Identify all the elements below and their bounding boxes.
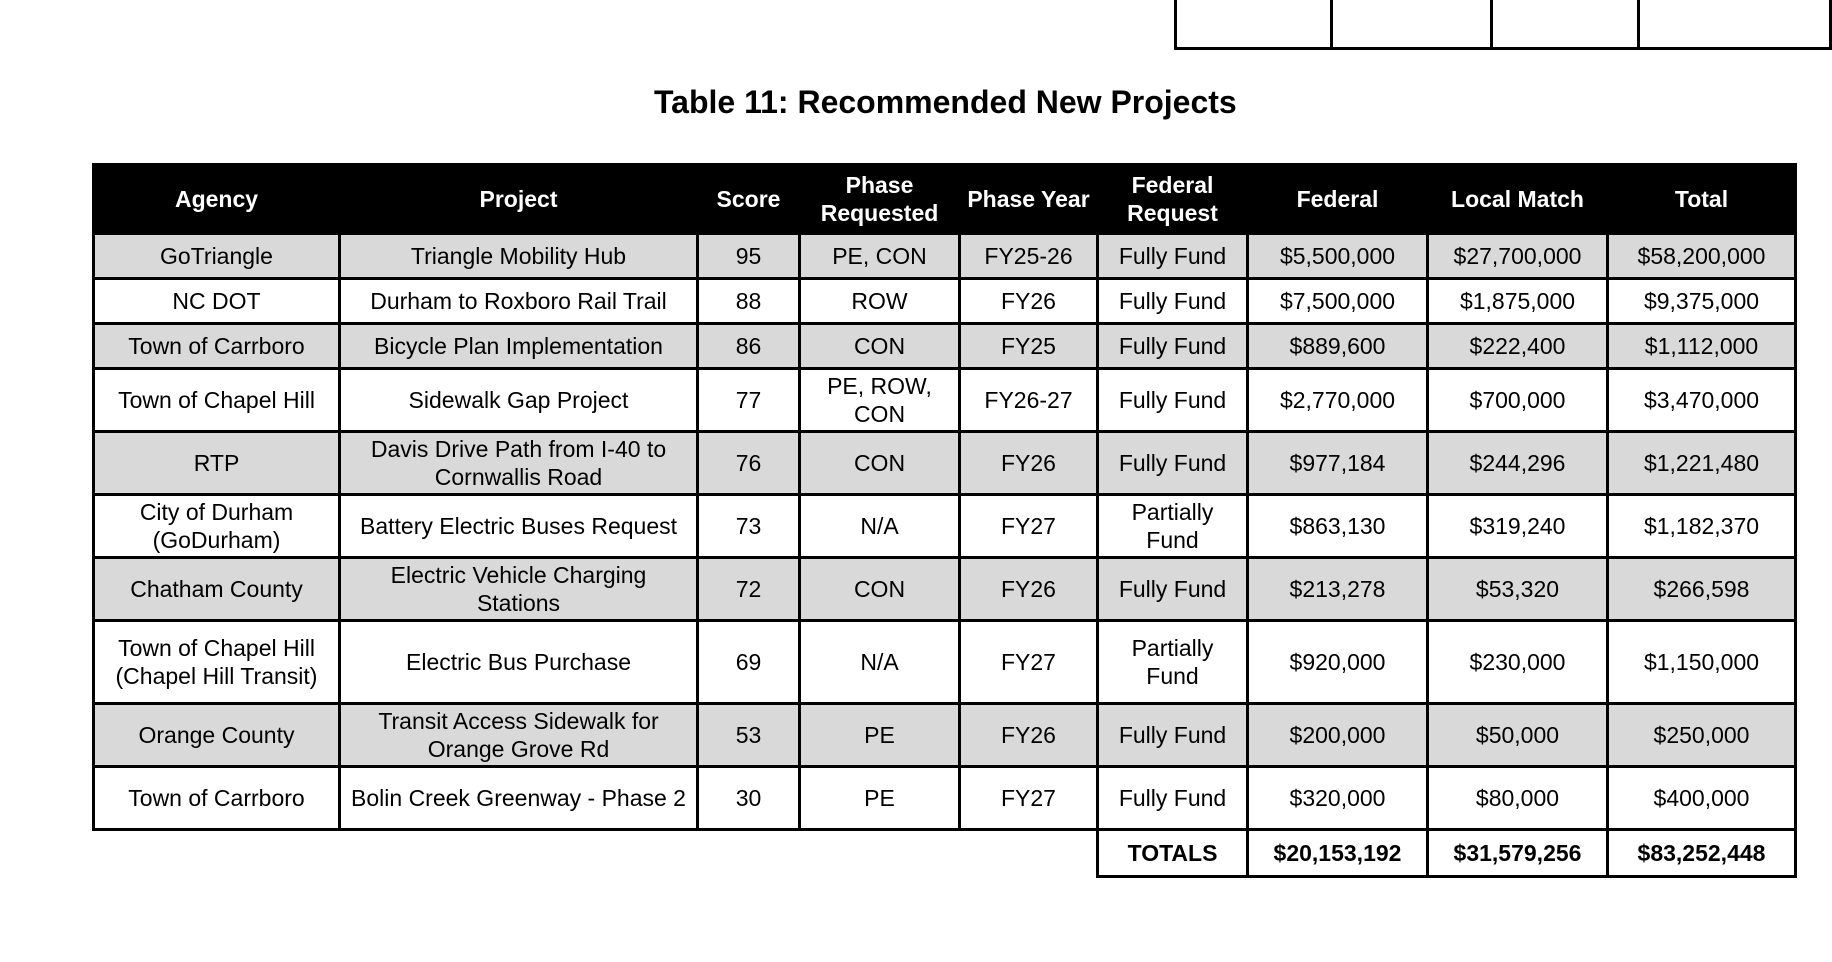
cell-federal: $213,278 bbox=[1248, 558, 1428, 621]
cell-agency: Chatham County bbox=[94, 558, 340, 621]
table-caption-text: Table 11: Recommended New Projects bbox=[654, 84, 1237, 120]
cell-score: 76 bbox=[698, 432, 800, 495]
cell-total: $266,598 bbox=[1608, 558, 1796, 621]
cell-agency: Town of Carrboro bbox=[94, 324, 340, 369]
cell-project: Sidewalk Gap Project bbox=[340, 369, 698, 432]
header-agency: Agency bbox=[94, 165, 340, 234]
cell-score: 95 bbox=[698, 234, 800, 279]
cell-federal: $889,600 bbox=[1248, 324, 1428, 369]
cell-agency: NC DOT bbox=[94, 279, 340, 324]
header-project: Project bbox=[340, 165, 698, 234]
header-phase-requested: Phase Requested bbox=[800, 165, 960, 234]
table-row bbox=[94, 558, 1796, 621]
cell-project: Davis Drive Path from I-40 to Cornwallis Road bbox=[340, 432, 698, 495]
totals-total: $83,252,448 bbox=[1608, 830, 1796, 877]
table-row bbox=[94, 432, 1796, 495]
table-row bbox=[94, 621, 1796, 704]
cell-request: Fully Fund bbox=[1098, 324, 1248, 369]
cell-total: $1,112,000 bbox=[1608, 324, 1796, 369]
cell-total: $58,200,000 bbox=[1608, 234, 1796, 279]
cell-year: FY27 bbox=[960, 767, 1098, 830]
cell-score: 53 bbox=[698, 704, 800, 767]
cell-local: $1,875,000 bbox=[1428, 279, 1608, 324]
cell-local: $244,296 bbox=[1428, 432, 1608, 495]
cell-total: $9,375,000 bbox=[1608, 279, 1796, 324]
cell-local: $50,000 bbox=[1428, 704, 1608, 767]
cell-agency: Town of Chapel Hill bbox=[94, 369, 340, 432]
previous-table-row bbox=[1176, 0, 1831, 49]
cell-local: $27,700,000 bbox=[1428, 234, 1608, 279]
cell-score: 69 bbox=[698, 621, 800, 704]
totals-label: TOTALS bbox=[1098, 830, 1248, 877]
cell-federal: $2,770,000 bbox=[1248, 369, 1428, 432]
previous-table-cell bbox=[1332, 0, 1492, 49]
cell-request: Fully Fund bbox=[1098, 234, 1248, 279]
cell-score: 88 bbox=[698, 279, 800, 324]
cell-federal: $200,000 bbox=[1248, 704, 1428, 767]
table-row bbox=[94, 369, 1796, 432]
table-row bbox=[94, 767, 1796, 830]
cell-agency: RTP bbox=[94, 432, 340, 495]
cell-local: $80,000 bbox=[1428, 767, 1608, 830]
header-local-match: Local Match bbox=[1428, 165, 1608, 234]
cell-project: Triangle Mobility Hub bbox=[340, 234, 698, 279]
cell-project: Electric Vehicle Charging Stations bbox=[340, 558, 698, 621]
totals-row bbox=[94, 830, 1796, 877]
cell-phase: PE, ROW, CON bbox=[800, 369, 960, 432]
cell-agency: Town of Chapel Hill (Chapel Hill Transit) bbox=[94, 621, 340, 704]
cell-agency: GoTriangle bbox=[94, 234, 340, 279]
cell-year: FY26-27 bbox=[960, 369, 1098, 432]
table-row bbox=[94, 324, 1796, 369]
cell-year: FY27 bbox=[960, 621, 1098, 704]
cell-request: Fully Fund bbox=[1098, 279, 1248, 324]
previous-table-fragment bbox=[1174, 0, 1832, 50]
cell-request: Fully Fund bbox=[1098, 369, 1248, 432]
cell-project: Transit Access Sidewalk for Orange Grove Rd bbox=[340, 704, 698, 767]
cell-score: 86 bbox=[698, 324, 800, 369]
cell-request: Partially Fund bbox=[1098, 621, 1248, 704]
header-row bbox=[94, 165, 1796, 234]
header-federal: Federal bbox=[1248, 165, 1428, 234]
previous-table-cell bbox=[1176, 0, 1332, 49]
cell-phase: CON bbox=[800, 558, 960, 621]
cell-year: FY26 bbox=[960, 279, 1098, 324]
header-federal-request: Federal Request bbox=[1098, 165, 1248, 234]
table-row bbox=[94, 704, 1796, 767]
previous-table-cell bbox=[1638, 0, 1830, 49]
totals-federal: $20,153,192 bbox=[1248, 830, 1428, 877]
cell-request: Partially Fund bbox=[1098, 495, 1248, 558]
cell-federal: $5,500,000 bbox=[1248, 234, 1428, 279]
cell-total: $1,221,480 bbox=[1608, 432, 1796, 495]
cell-score: 73 bbox=[698, 495, 800, 558]
cell-phase: N/A bbox=[800, 621, 960, 704]
previous-table-cell bbox=[1492, 0, 1639, 49]
cell-phase: N/A bbox=[800, 495, 960, 558]
cell-request: Fully Fund bbox=[1098, 558, 1248, 621]
cell-year: FY25 bbox=[960, 324, 1098, 369]
cell-federal: $920,000 bbox=[1248, 621, 1428, 704]
cell-total: $1,182,370 bbox=[1608, 495, 1796, 558]
cell-project: Battery Electric Buses Request bbox=[340, 495, 698, 558]
cell-score: 72 bbox=[698, 558, 800, 621]
header-score: Score bbox=[698, 165, 800, 234]
cell-phase: PE bbox=[800, 704, 960, 767]
cell-agency: Town of Carrboro bbox=[94, 767, 340, 830]
cell-local: $700,000 bbox=[1428, 369, 1608, 432]
cell-phase: ROW bbox=[800, 279, 960, 324]
cell-local: $53,320 bbox=[1428, 558, 1608, 621]
cell-local: $222,400 bbox=[1428, 324, 1608, 369]
table-row bbox=[94, 279, 1796, 324]
cell-project: Bolin Creek Greenway - Phase 2 bbox=[340, 767, 698, 830]
cell-total: $250,000 bbox=[1608, 704, 1796, 767]
cell-score: 77 bbox=[698, 369, 800, 432]
cell-request: Fully Fund bbox=[1098, 432, 1248, 495]
cell-year: FY25-26 bbox=[960, 234, 1098, 279]
table-row bbox=[94, 495, 1796, 558]
projects-table bbox=[92, 163, 1797, 878]
cell-total: $1,150,000 bbox=[1608, 621, 1796, 704]
cell-federal: $320,000 bbox=[1248, 767, 1428, 830]
cell-federal: $977,184 bbox=[1248, 432, 1428, 495]
totals-spacer bbox=[94, 830, 1098, 877]
cell-local: $319,240 bbox=[1428, 495, 1608, 558]
cell-project: Bicycle Plan Implementation bbox=[340, 324, 698, 369]
cell-total: $3,470,000 bbox=[1608, 369, 1796, 432]
header-total: Total bbox=[1608, 165, 1796, 234]
cell-phase: PE bbox=[800, 767, 960, 830]
cell-project: Electric Bus Purchase bbox=[340, 621, 698, 704]
header-phase-year: Phase Year bbox=[960, 165, 1098, 234]
cell-score: 30 bbox=[698, 767, 800, 830]
cell-request: Fully Fund bbox=[1098, 704, 1248, 767]
cell-total: $400,000 bbox=[1608, 767, 1796, 830]
cell-phase: CON bbox=[800, 432, 960, 495]
cell-local: $230,000 bbox=[1428, 621, 1608, 704]
cell-phase: CON bbox=[800, 324, 960, 369]
cell-year: FY27 bbox=[960, 495, 1098, 558]
cell-project: Durham to Roxboro Rail Trail bbox=[340, 279, 698, 324]
cell-federal: $7,500,000 bbox=[1248, 279, 1428, 324]
cell-phase: PE, CON bbox=[800, 234, 960, 279]
cell-agency: Orange County bbox=[94, 704, 340, 767]
cell-year: FY26 bbox=[960, 704, 1098, 767]
cell-request: Fully Fund bbox=[1098, 767, 1248, 830]
cell-year: FY26 bbox=[960, 432, 1098, 495]
totals-local: $31,579,256 bbox=[1428, 830, 1608, 877]
cell-federal: $863,130 bbox=[1248, 495, 1428, 558]
cell-year: FY26 bbox=[960, 558, 1098, 621]
cell-agency: City of Durham (GoDurham) bbox=[94, 495, 340, 558]
table-row bbox=[94, 234, 1796, 279]
